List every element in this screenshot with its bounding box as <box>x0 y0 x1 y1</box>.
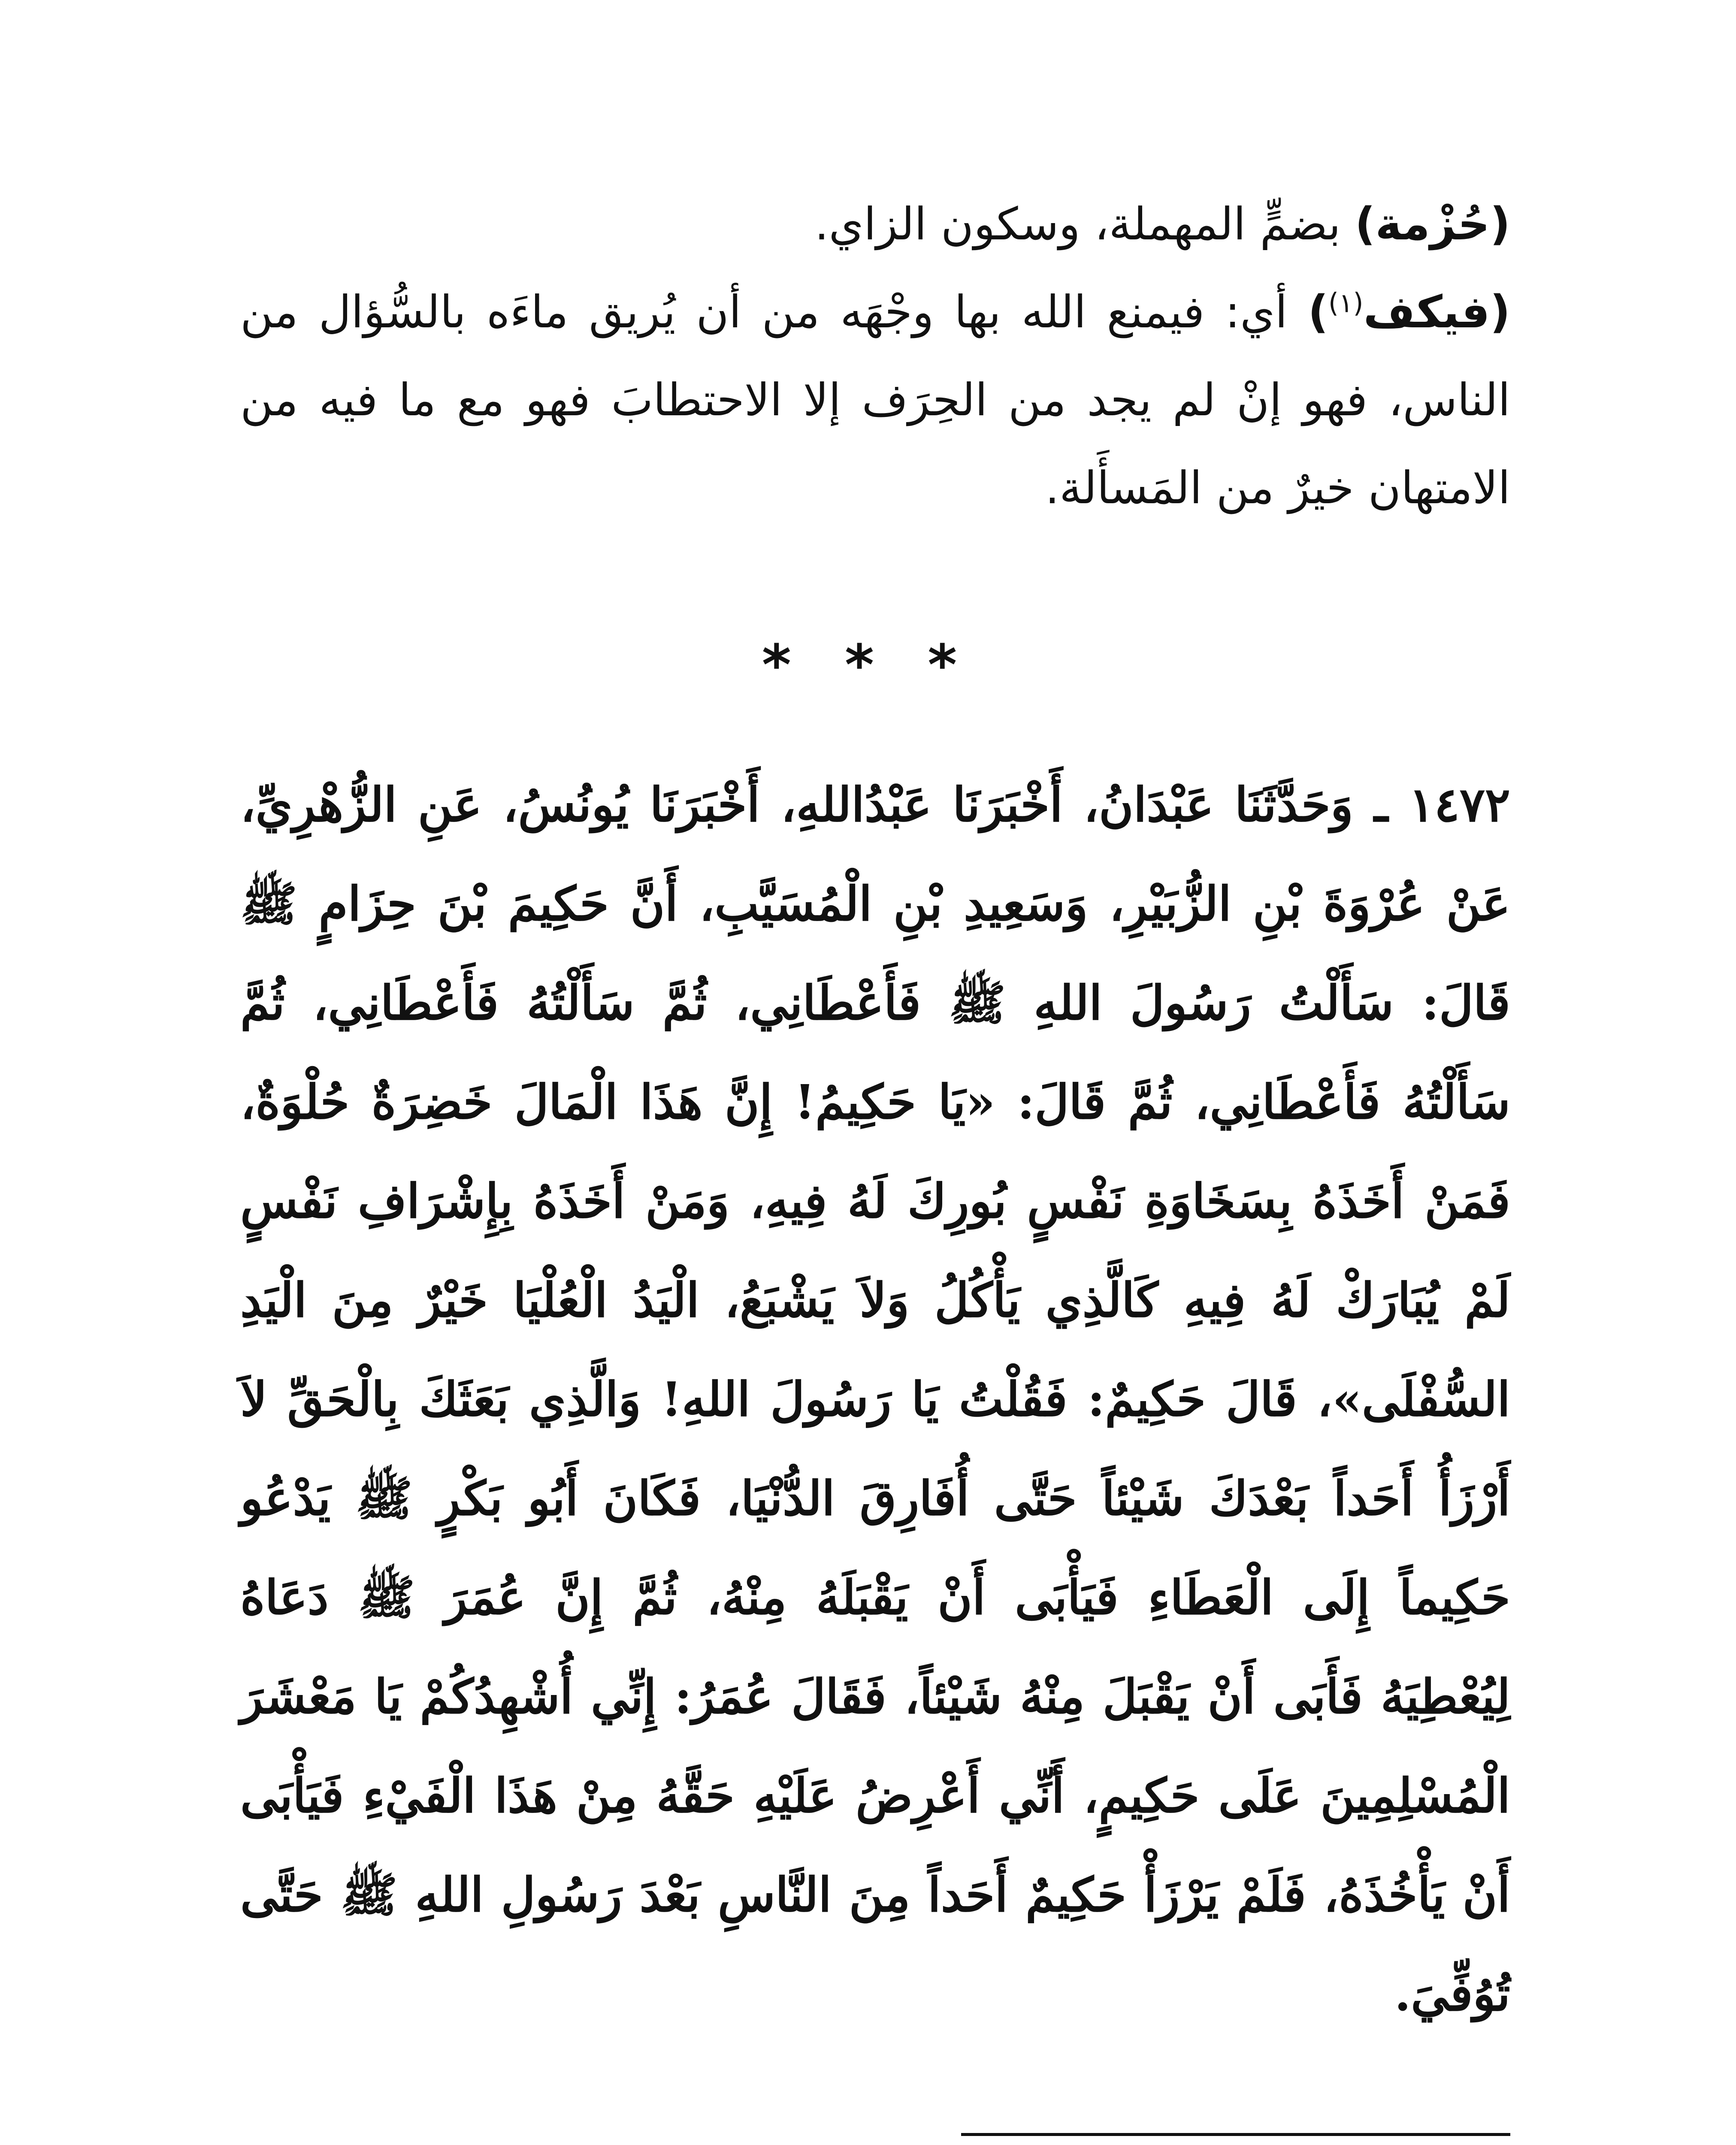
commentary-term-close: ) <box>1308 286 1328 338</box>
commentary-block <box>240 180 1510 532</box>
footnote-reference: (١) <box>1328 287 1364 319</box>
commentary-line-hazma <box>240 180 1510 268</box>
commentary-text-hazma: بضمٍّ المهملة، وسكون الزاي. <box>814 198 1355 250</box>
commentary-term-hazma: (حُزْمة) <box>1355 198 1510 250</box>
hadith-block <box>240 755 1510 2043</box>
commentary-text-fayakuf: أي: فيمنع الله بها وجْهَه من أن يُريق ماءَه بالسُّؤال من الناس، فهو إنْ لم يجد من الحِرَف إلا الاحتطابَ فهو مع ما فيه من الامتهان خيرٌ من المَسأَلة. <box>240 286 1510 514</box>
commentary-line-fayakuf <box>240 268 1510 532</box>
commentary-term-fayakuf: (فيكف <box>1363 286 1510 338</box>
hadith-text: ١٤٧٢ ـ وَحَدَّثَنَا عَبْدَانُ، أَخْبَرَنَا عَبْدُاللهِ، أَخْبَرَنَا يُونُسُ، عَنِ الزُّهْرِيِّ، عَنْ عُرْوَةَ بْنِ الزُّبَيْرِ، وَسَعِيدِ بْنِ الْمُسَيَّبِ، أَنَّ حَكِيمَ بْنَ حِزَامٍ ﷺ قَالَ: سَأَلْتُ رَسُولَ اللهِ ﷺ فَأَعْطَانِي، ثُمَّ سَأَلْتُهُ فَأَعْطَانِي، ثُمَّ سَأَلْتُهُ فَأَعْطَانِي، ثُمَّ قَالَ: «يَا حَكِيمُ! إِنَّ هَذَا الْمَالَ خَضِرَةٌ حُلْوَةٌ، فَمَنْ أَخَذَهُ بِسَخَاوَةِ نَفْسٍ بُورِكَ لَهُ فِيهِ، وَمَنْ أَخَذَهُ بِإِشْرَافِ نَفْسٍ لَمْ يُبَارَكْ لَهُ فِيهِ كَالَّذِي يَأْكُلُ وَلاَ يَشْبَعُ، الْيَدُ الْعُلْيَا خَيْرٌ مِنَ الْيَدِ السُّفْلَى»، قَالَ حَكِيمٌ: فَقُلْتُ يَا رَسُولَ اللهِ! وَالَّذِي بَعَثَكَ بِالْحَقِّ لاَ أَرْزَأُ أَحَداً بَعْدَكَ شَيْئاً حَتَّى أُفَارِقَ الدُّنْيَا، فَكَانَ أَبُو بَكْرٍ ﷺ يَدْعُو حَكِيماً إِلَى الْعَطَاءِ فَيَأْبَى أَنْ يَقْبَلَهُ مِنْهُ، ثُمَّ إِنَّ عُمَرَ ﷺ دَعَاهُ لِيُعْطِيَهُ فَأَبَى أَنْ يَقْبَلَ مِنْهُ شَيْئاً، فَقَالَ عُمَرُ: إِنِّي أُشْهِدُكُمْ يَا مَعْشَرَ الْمُسْلِمِينَ عَلَى حَكِيمٍ، أَنِّي أَعْرِضُ عَلَيْهِ حَقَّهُ مِنْ هَذَا الْفَيْءِ فَيَأْبَى أَنْ يَأْخُذَهُ، فَلَمْ يَرْزَأْ حَكِيمٌ أَحَداً مِنَ النَّاسِ بَعْدَ رَسُولِ اللهِ ﷺ حَتَّى تُوُفِّيَ. <box>240 777 1510 2021</box>
footnote-divider <box>961 2133 1510 2136</box>
section-separator: * * * <box>762 632 974 698</box>
